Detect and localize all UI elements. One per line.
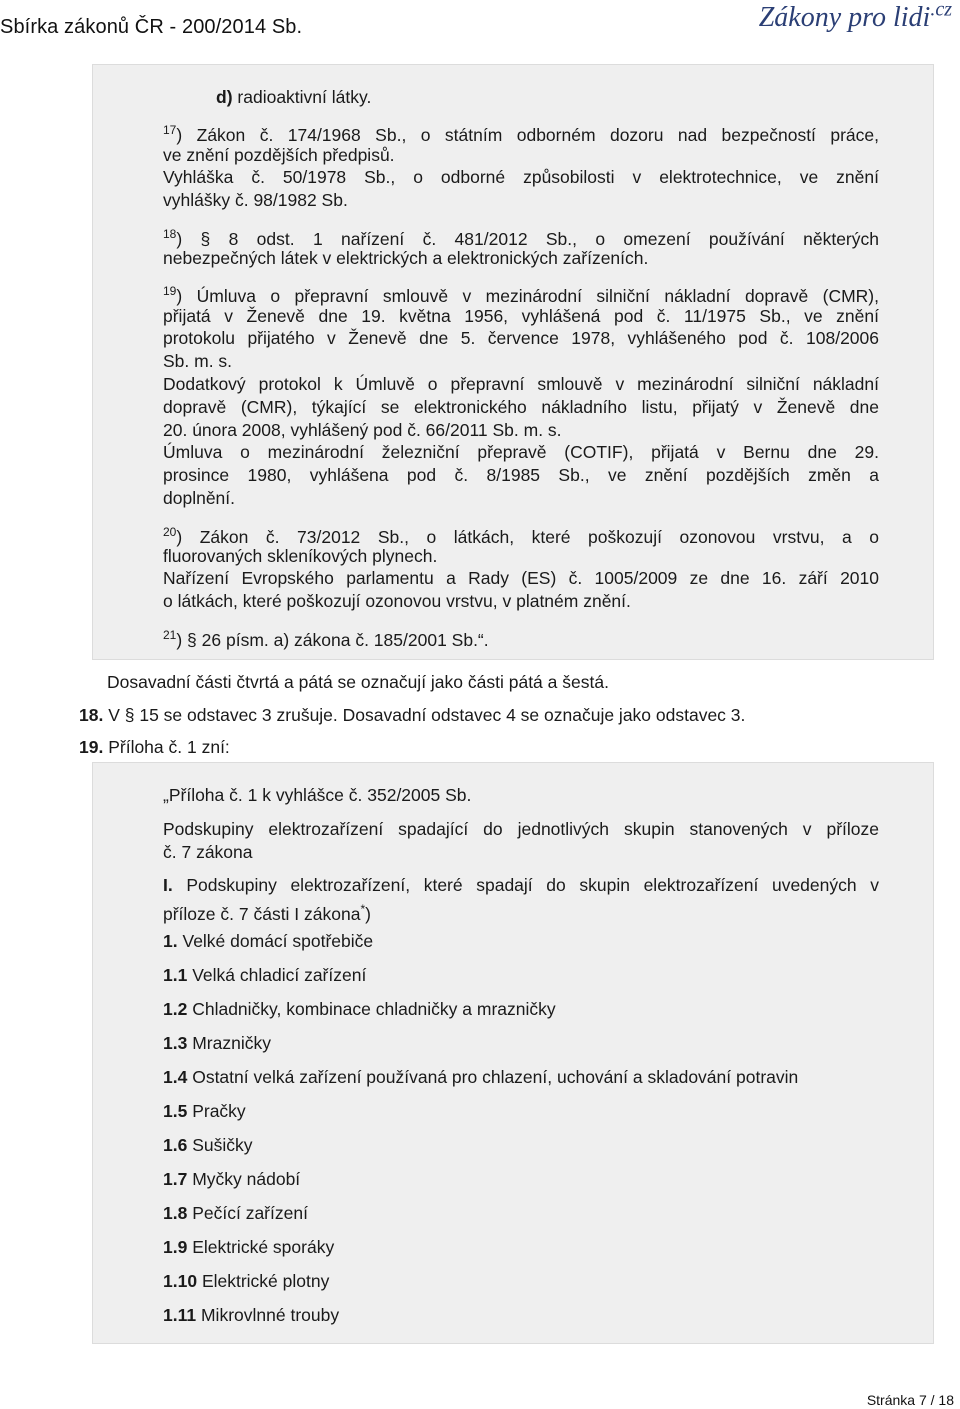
footnote-19-line5: Dodatkový protokol k Úmluvě o přepravní smlouvě v mezinárodní silniční nákladní bbox=[163, 374, 879, 394]
list-item: 1.1 Velká chladicí zařízení bbox=[163, 965, 367, 985]
list-item: 1.8 Pečící zařízení bbox=[163, 1203, 308, 1223]
annex-group-number: 1. bbox=[163, 931, 178, 951]
annex-group bbox=[163, 930, 373, 952]
site-logo[interactable] bbox=[759, 2, 952, 34]
annex-intro-line2: č. 7 zákona bbox=[163, 842, 253, 862]
item-d-text: radioaktivní látky. bbox=[237, 87, 372, 107]
list-item: 1.2 Chladničky, kombinace chladničky a mrazničky bbox=[163, 999, 556, 1019]
footnote-20-number: 20 bbox=[163, 525, 177, 540]
footnote-20-line3: Nařízení Evropského parlamentu a Rady (ES) č. 1005/2009 ze dne 16. září 2010 bbox=[163, 568, 879, 588]
list-item: 1.7 Myčky nádobí bbox=[163, 1169, 301, 1189]
footnote-17-line1: $^{17}$) Zákon č. 174/1968 Sb., o státním odborném dozoru nad bezpečností práce, bbox=[163, 123, 879, 145]
annex-title: „Příloha č. 1 k vyhlášce č. 352/2005 Sb. bbox=[163, 785, 472, 805]
footnote-17-line4: vyhlášky č. 98/1982 Sb. bbox=[163, 190, 348, 210]
annex-asterisk: * bbox=[360, 902, 366, 917]
footnote-19-line2: přijatá v Ženevě dne 19. května 1956, vyhlášená pod č. 11/1975 Sb., ve znění bbox=[163, 306, 879, 326]
footnote-20-line2: fluorovaných skleníkových plynech. bbox=[163, 546, 438, 566]
list-item: 1.9 Elektrické sporáky bbox=[163, 1237, 335, 1257]
list-item: 1.4 Ostatní velká zařízení používaná pro chlazení, uchování a skladování potravin bbox=[163, 1067, 799, 1087]
item-d bbox=[216, 86, 371, 108]
footnote-19-line7: 20. února 2008, vyhlášený pod č. 66/2011 Sb. m. s. bbox=[163, 420, 562, 440]
footnote-19-line10: doplnění. bbox=[163, 488, 236, 508]
item-18-number: 18. bbox=[79, 705, 104, 725]
footnote-17-number: 17 bbox=[163, 123, 177, 138]
item-18-text: V § 15 se odstavec 3 zrušuje. Dosavadní odstavec 4 se označuje jako odstavec 3. bbox=[108, 705, 746, 725]
item-19 bbox=[79, 736, 230, 758]
footnote-19-line3: protokolu přijatého v Ženevě dne 5. července 1978, vyhlášeného pod č. 108/2006 bbox=[163, 328, 879, 348]
page-number: Stránka 7 / 18 bbox=[866, 1392, 954, 1408]
item-19-number: 19. bbox=[79, 737, 104, 757]
logo-suffix: .cz bbox=[930, 0, 952, 21]
footnote-19-line9: prosince 1980, vyhlášena pod č. 8/1985 Sb., ve znění pozdějších změn a bbox=[163, 465, 879, 485]
footnote-19-line8: Úmluva o mezinárodní železniční přepravě (COTIF), přijatá v Bernu dne 29. bbox=[163, 442, 879, 462]
annex-section-number: I. bbox=[163, 875, 173, 895]
list-item: 1.6 Sušičky bbox=[163, 1135, 253, 1155]
footnote-18-line1: $^{18}$) § 8 odst. 1 nařízení č. 481/2012 Sb., o omezení používání některých bbox=[163, 227, 879, 249]
annex-group-text: Velké domácí spotřebiče bbox=[182, 931, 374, 951]
footnote-18-number: 18 bbox=[163, 227, 177, 242]
paragraph-parts-renumbered: Dosavadní části čtvrtá a pátá se označují jako části pátá a šestá. bbox=[107, 672, 609, 692]
footnote-21-number: 21 bbox=[163, 628, 177, 643]
footnote-19-line1: $^{19}$) Úmluva o přepravní smlouvě v mezinárodní silniční nákladní dopravě (CMR), bbox=[163, 284, 879, 306]
footnote-17-line2: ve znění pozdějších předpisů. bbox=[163, 145, 395, 165]
logo-text: Zákony pro lidi bbox=[758, 2, 931, 33]
footnote-20-line1: $^{20}$) Zákon č. 73/2012 Sb., o látkách, které poškozují ozonovou vrstvu, a o bbox=[163, 525, 879, 547]
annex-section-line2: příloze č. 7 části I zákona*) bbox=[163, 902, 371, 924]
item-d-label: d) bbox=[216, 87, 233, 107]
footnote-19-line6: dopravě (CMR), týkající se elektronického nákladního listu, přijatý v Ženevě dne bbox=[163, 397, 879, 417]
list-item: 1.3 Mrazničky bbox=[163, 1033, 271, 1053]
item-19-text: Příloha č. 1 zní: bbox=[108, 737, 230, 757]
list-item: 1.10 Elektrické plotny bbox=[163, 1271, 330, 1291]
annex-section-line1: I. Podskupiny elektrozařízení, které spadají do skupin elektrozařízení uvedených v bbox=[163, 875, 879, 895]
footnote-17-line3: Vyhláška č. 50/1978 Sb., o odborné způsobilosti v elektrotechnice, ve znění bbox=[163, 167, 879, 187]
footnote-19-line4: Sb. m. s. bbox=[163, 351, 233, 371]
footnote-21-line1: $^{21}$) § 26 písm. a) zákona č. 185/2001 Sb.“. bbox=[163, 628, 489, 650]
annex-intro-line1: Podskupiny elektrozařízení spadající do jednotlivých skupin stanovených v příloze bbox=[163, 819, 879, 839]
footnote-20-line4: o látkách, které poškozují ozonovou vrstvu, v platném znění. bbox=[163, 591, 631, 611]
item-18 bbox=[79, 704, 745, 726]
footnote-18-line2: nebezpečných látek v elektrických a elektronických zařízeních. bbox=[163, 248, 649, 268]
document-title: Sbírka zákonů ČR - 200/2014 Sb. bbox=[0, 16, 303, 38]
list-item: 1.5 Pračky bbox=[163, 1101, 246, 1121]
footnote-19-number: 19 bbox=[163, 284, 177, 299]
page-header bbox=[0, 0, 960, 58]
list-item: 1.11 Mikrovlnné trouby bbox=[163, 1305, 340, 1325]
